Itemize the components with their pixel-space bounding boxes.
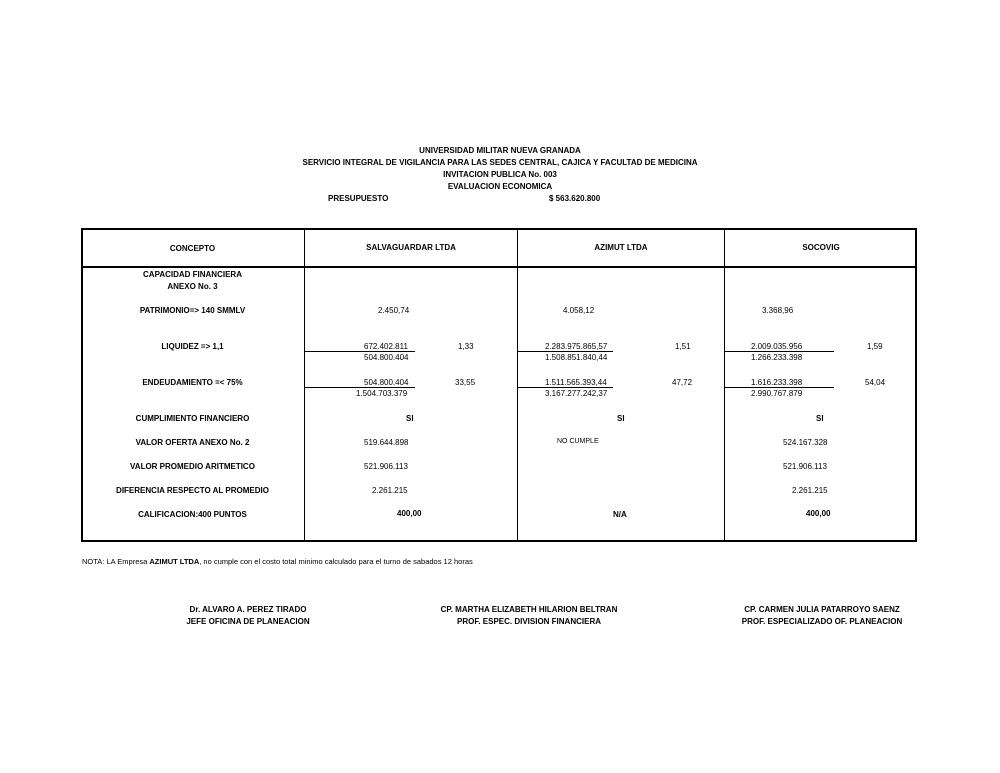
column-divider bbox=[517, 228, 518, 542]
fraction-line bbox=[725, 387, 834, 388]
nota bbox=[82, 557, 473, 566]
azimut-valor-oferta: NO CUMPLE bbox=[557, 438, 599, 445]
salvaguardar-patrimonio: 2.450,74 bbox=[378, 306, 410, 315]
col-header-azimut: AZIMUT LTDA bbox=[594, 243, 648, 252]
fraction-line bbox=[305, 351, 415, 352]
azimut-liquidez-num: 2.283.975.865,57 bbox=[545, 342, 608, 351]
signature-title-2: PROF. ESPEC. DIVISION FINANCIERA bbox=[456, 617, 602, 626]
header-invitation: INVITACION PUBLICA No. 003 bbox=[443, 170, 557, 179]
fraction-line bbox=[518, 351, 613, 352]
label-endeudamiento: ENDEUDAMIENTO =< 75% bbox=[142, 378, 243, 387]
label-calificacion: CALIFICACION:400 PUNTOS bbox=[138, 510, 247, 519]
azimut-endeudamiento-num: 1.511.565.393,44 bbox=[545, 378, 607, 387]
budget-label: PRESUPUESTO bbox=[328, 194, 389, 203]
salvaguardar-liquidez-ratio: 1,33 bbox=[458, 342, 474, 351]
socovig-diferencia: 2.261.215 bbox=[792, 486, 828, 495]
label-valor-oferta: VALOR OFERTA ANEXO No. 2 bbox=[135, 438, 250, 447]
signature-name-1: Dr. ALVARO A. PEREZ TIRADO bbox=[189, 605, 307, 614]
nota-company: AZIMUT LTDA bbox=[149, 557, 200, 566]
salvaguardar-endeudamiento-den: 1.504.703.379 bbox=[356, 389, 408, 398]
header-service: SERVICIO INTEGRAL DE VIGILANCIA PARA LAS SEDES CENTRAL, CAJICA Y FACULTAD DE MEDICINA bbox=[302, 158, 698, 167]
label-cumplimiento: CUMPLIMIENTO FINANCIERO bbox=[135, 414, 250, 423]
salvaguardar-valor-oferta: 519.644.898 bbox=[364, 438, 409, 447]
salvaguardar-calificacion: 400,00 bbox=[397, 509, 422, 518]
socovig-endeudamiento-ratio: 54,04 bbox=[865, 378, 886, 387]
signature-title-3: PROF. ESPECIALIZADO OF. PLANEACION bbox=[741, 617, 903, 626]
salvaguardar-endeudamiento-ratio: 33,55 bbox=[455, 378, 476, 387]
budget-value: $ 563.620.800 bbox=[549, 194, 601, 203]
fraction-line bbox=[725, 351, 834, 352]
label-capacidad: CAPACIDAD FINANCIERA bbox=[143, 270, 242, 279]
azimut-patrimonio: 4.058,12 bbox=[563, 306, 595, 315]
header-university: UNIVERSIDAD MILITAR NUEVA GRANADA bbox=[419, 146, 581, 155]
azimut-endeudamiento-ratio: 47,72 bbox=[672, 378, 693, 387]
label-patrimonio: PATRIMONIO=> 140 SMMLV bbox=[139, 306, 246, 315]
socovig-valor-promedio: 521.906.113 bbox=[783, 462, 827, 471]
label-valor-promedio: VALOR PROMEDIO ARITMETICO bbox=[130, 462, 255, 471]
salvaguardar-endeudamiento-num: 504.800.404 bbox=[364, 378, 409, 387]
nota-prefix: NOTA: LA Empresa bbox=[82, 557, 150, 566]
signature-name-2: CP. MARTHA ELIZABETH HILARION BELTRAN bbox=[440, 605, 618, 614]
socovig-liquidez-num: 2.009.035.956 bbox=[751, 342, 803, 351]
col-header-socovig: SOCOVIG bbox=[802, 243, 840, 252]
socovig-liquidez-ratio: 1,59 bbox=[867, 342, 883, 351]
salvaguardar-liquidez-num: 672.402.811 bbox=[364, 342, 408, 351]
salvaguardar-cumplimiento: SI bbox=[406, 414, 414, 423]
label-anexo: ANEXO No. 3 bbox=[167, 282, 218, 291]
header-row-divider bbox=[81, 266, 917, 268]
signature-title-1: JEFE OFICINA DE PLANEACION bbox=[186, 617, 310, 626]
nota-suffix: , no cumple con el costo total minimo calculado para el turno de sabados 12 horas bbox=[199, 557, 473, 566]
socovig-calificacion: 400,00 bbox=[806, 509, 831, 518]
fraction-line bbox=[305, 387, 415, 388]
socovig-valor-oferta: 524.167.328 bbox=[783, 438, 828, 447]
salvaguardar-liquidez-den: 504.800.404 bbox=[364, 353, 409, 362]
azimut-cumplimiento: SI bbox=[617, 414, 625, 423]
azimut-calificacion: N/A bbox=[613, 510, 627, 519]
header-evaluation: EVALUACION ECONOMICA bbox=[447, 182, 553, 191]
column-divider bbox=[304, 228, 305, 542]
col-header-concepto: CONCEPTO bbox=[169, 244, 216, 253]
socovig-endeudamiento-num: 1.616.233.398 bbox=[751, 378, 803, 387]
azimut-endeudamiento-den: 3.167.277.242,37 bbox=[545, 389, 608, 398]
socovig-cumplimiento: SI bbox=[816, 414, 824, 423]
salvaguardar-valor-promedio: 521.906.113 bbox=[364, 462, 408, 471]
column-divider bbox=[724, 228, 725, 542]
col-header-salvaguardar: SALVAGUARDAR LTDA bbox=[366, 243, 456, 252]
signature-name-3: CP. CARMEN JULIA PATARROYO SAENZ bbox=[744, 605, 900, 614]
label-diferencia: DIFERENCIA RESPECTO AL PROMEDIO bbox=[116, 486, 269, 495]
azimut-liquidez-ratio: 1,51 bbox=[675, 342, 691, 351]
salvaguardar-diferencia: 2.261.215 bbox=[372, 486, 408, 495]
socovig-endeudamiento-den: 2.990.767.879 bbox=[751, 389, 803, 398]
socovig-patrimonio: 3.368,96 bbox=[762, 306, 794, 315]
fraction-line bbox=[518, 387, 613, 388]
label-liquidez: LIQUIDEZ => 1,1 bbox=[161, 342, 224, 351]
azimut-liquidez-den: 1.508.851.840,44 bbox=[545, 353, 608, 362]
socovig-liquidez-den: 1.266.233.398 bbox=[751, 353, 803, 362]
